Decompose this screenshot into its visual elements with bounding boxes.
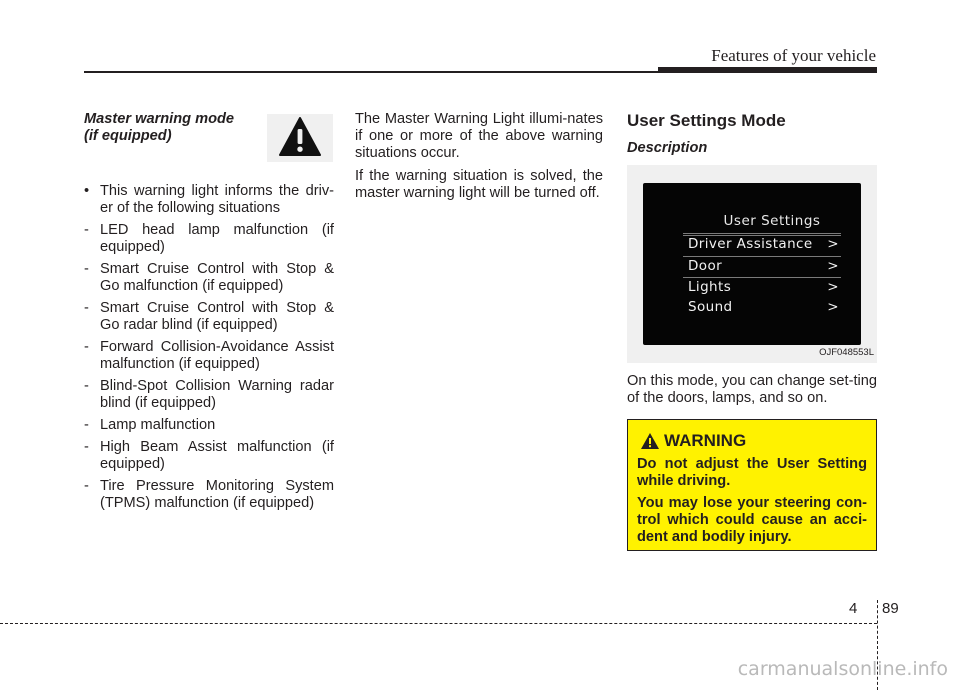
list-item: - Blind-Spot Collision Warning radar blind (if equipped)	[84, 378, 334, 411]
user-settings-heading: User Settings Mode	[627, 111, 786, 130]
warning-text: You may lose your steering con-trol which could cause an acci-dent and bodily injury.	[637, 495, 867, 545]
screen-divider	[683, 233, 841, 234]
menu-item-door: Door >	[683, 258, 841, 278]
list-item: - Smart Cruise Control with Stop & Go radar blind (if equipped)	[84, 300, 334, 333]
figure-code: OJF048553L	[819, 347, 874, 358]
chapter-number: 4	[849, 600, 858, 617]
chevron-right-icon: >	[827, 299, 839, 315]
cluster-figure	[627, 165, 877, 363]
list-item: - High Beam Assist malfunction (if equipped)	[84, 439, 334, 472]
chevron-right-icon: >	[827, 258, 839, 274]
screen-title: User Settings	[723, 213, 821, 229]
chevron-right-icon: >	[827, 236, 839, 252]
list-item: - Forward Collision-Avoidance Assist malfunction (if equipped)	[84, 339, 334, 372]
chevron-right-icon: >	[827, 279, 839, 295]
warning-situation-list	[84, 183, 334, 512]
middle-column	[355, 111, 603, 208]
menu-item-sound: Sound >	[688, 299, 839, 315]
list-item: - Tire Pressure Monitoring System (TPMS) malfunction (if equipped)	[84, 478, 334, 511]
page-number: 89	[882, 600, 899, 617]
description-heading: Description	[627, 140, 708, 156]
warning-box	[627, 419, 877, 551]
right-column	[627, 111, 877, 551]
warning-triangle-icon	[640, 432, 660, 450]
cluster-screen	[643, 183, 861, 345]
watermark: carmanualsonline.info	[737, 658, 948, 680]
user-settings-paragraph: On this mode, you can change set-ting of the doors, lamps, and so on.	[627, 373, 877, 406]
section-title: Features of your vehicle	[711, 46, 876, 65]
master-warning-paragraph: The Master Warning Light illumi-nates if one or more of the above warning situations occur.	[355, 111, 603, 161]
warning-title: WARNING	[640, 431, 867, 451]
header-rule-accent	[658, 67, 877, 73]
list-item: - Smart Cruise Control with Stop & Go malfunction (if equipped)	[84, 261, 334, 294]
list-item: • This warning light informs the driv-er of the following situations	[84, 183, 334, 216]
menu-item-lights: Lights >	[688, 279, 839, 295]
list-item: - LED head lamp malfunction (if equipped)	[84, 222, 334, 255]
master-warning-heading: Master warning mode (if equipped)	[84, 111, 235, 144]
left-column	[84, 111, 334, 517]
list-item: - Lamp malfunction	[84, 417, 216, 433]
warning-text: Do not adjust the User Setting while driving.	[637, 456, 867, 489]
warning-solved-paragraph: If the warning situation is solved, the master warning light will be turned off.	[355, 168, 603, 201]
footer-rule	[0, 623, 877, 624]
menu-item-driver-assistance: Driver Assistance >	[683, 235, 841, 257]
